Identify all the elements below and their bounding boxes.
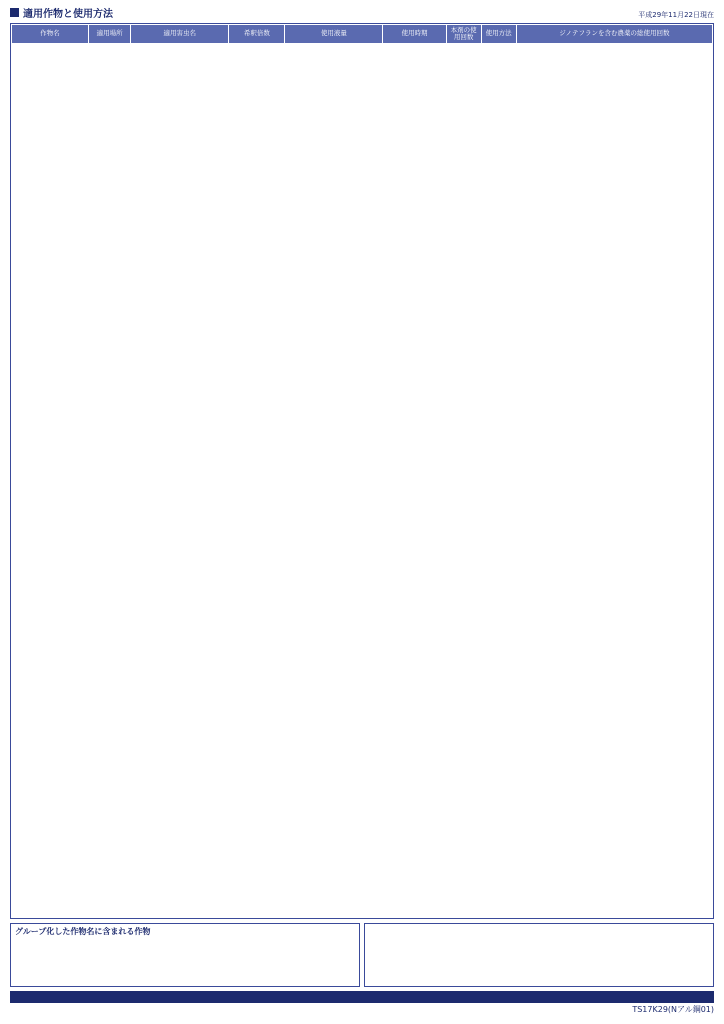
column-header: 適用場所 — [89, 25, 131, 44]
column-header: 本剤の使用回数 — [446, 25, 481, 44]
warning-banner — [10, 991, 714, 1003]
crop-group-box — [10, 923, 360, 987]
usage-table — [11, 24, 713, 44]
square-bullet-icon — [10, 8, 19, 17]
page-header — [10, 6, 714, 20]
column-header: 適用害虫名 — [131, 25, 229, 44]
page-title — [10, 5, 113, 20]
product-code: TS17K29(Nアル鋼01) — [632, 1005, 714, 1014]
crop-group-heading: グループ化した作物名に含まれる作物 — [15, 927, 151, 936]
column-header: 使用時期 — [383, 25, 446, 44]
column-header: 使用方法 — [481, 25, 516, 44]
column-header: ジノテフランを含む農薬の総使用回数 — [516, 25, 712, 44]
notes-section — [10, 923, 714, 987]
column-header: 作物名 — [12, 25, 89, 44]
as-of-date: 平成29年11月22日現在 — [638, 11, 714, 19]
crop-group-box-right — [364, 923, 714, 987]
column-header: 使用液量 — [285, 25, 383, 44]
page-title-text: 適用作物と使用方法 — [23, 9, 113, 20]
column-header: 希釈倍数 — [229, 25, 285, 44]
table-header-row — [12, 25, 713, 44]
usage-table-container — [10, 23, 714, 919]
